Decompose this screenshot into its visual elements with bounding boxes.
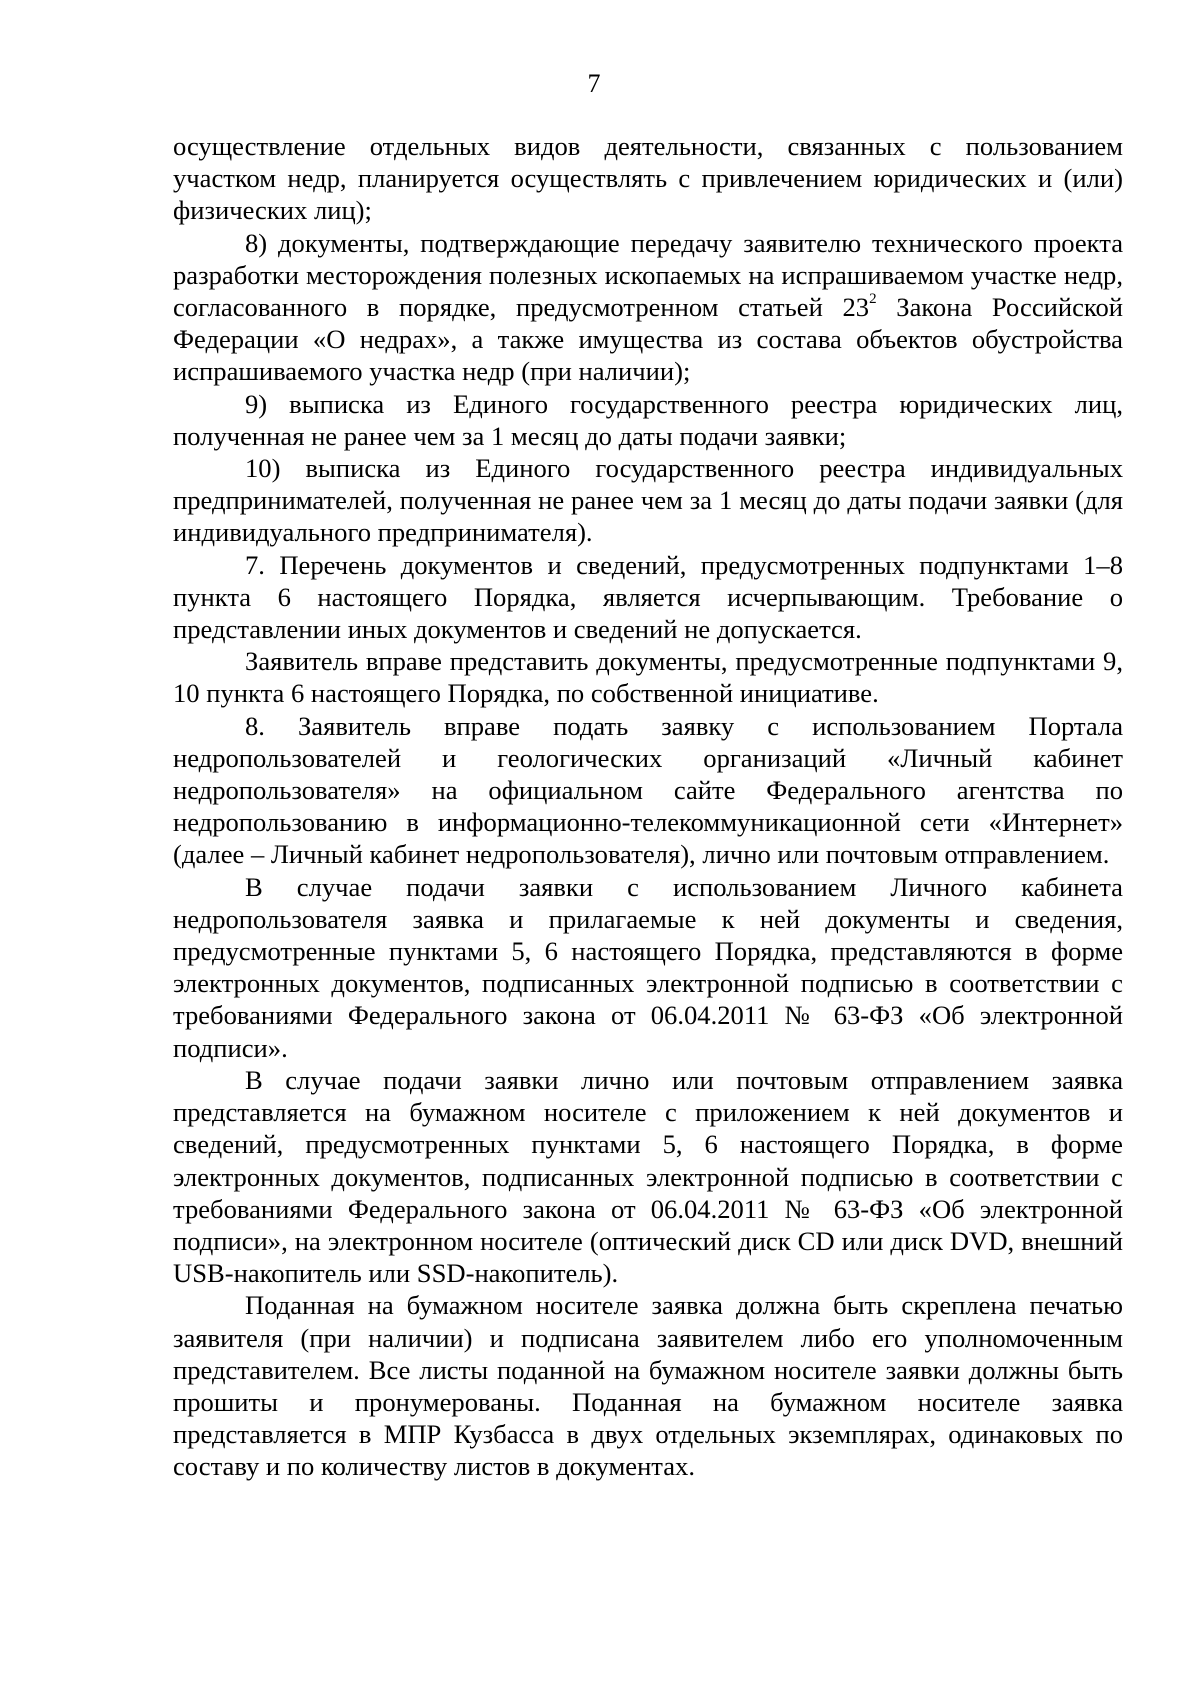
paragraph-item-8-documents (173, 227, 1123, 388)
paragraph-continuation: осуществление отдельных видов деятельности, связанных с пользованием участком недр, планируется осуществлять с привлечением юридических и (или) физических лиц); (173, 131, 1123, 226)
paragraph-own-initiative: Заявитель вправе представить документы, предусмотренные подпунктами 9, 10 пункта 6 настоящего Порядка, по собственной инициативе. (173, 646, 1123, 709)
paragraph-point-8: 8. Заявитель вправе подать заявку с использованием Портала недропользователей и геологических организаций «Личный кабинет недропользователя» на официальном сайте Федерального агентства по недропользованию в информационно-телекоммуникационной сети «Интернет» (далее – Личный кабинет недропользователя), лично или почтовым отправлением. (173, 710, 1123, 870)
paragraph-item-9-egrul: 9) выписка из Единого государственного реестра юридических лиц, полученная не ранее чем за 1 месяц до даты подачи заявки; (173, 388, 1123, 451)
paragraph-point-7: 7. Перечень документов и сведений, предусмотренных подпунктами 1–8 пункта 6 настоящего Порядка, является исчерпывающим. Требование о представлении иных документов и сведений не допускается. (173, 549, 1123, 645)
item-8-text-start: 8) документы, подтверждающие передачу заявителю технического проекта разработки месторождения полезных ископаемых на испрашиваемом участке недр, согласованного в порядке, предусмотренном статьей 23 (173, 227, 1123, 323)
paragraph-electronic-submission: В случае подачи заявки с использованием Личного кабинета недропользователя заявка и прилагаемые к ней документы и сведения, предусмотренные пунктами 5, 6 настоящего Порядка, представляются в форме электронных документов, подписанных электронной подписью в соответствии с требованиями Федерального закона от 06.04.2011 № 63-ФЗ «Об электронной подписи». (173, 871, 1123, 1063)
page-number: 7 (587, 69, 601, 98)
paragraph-paper-requirements: Поданная на бумажном носителе заявка должна быть скреплена печатью заявителя (при наличии) и подписана заявителем либо его уполномоченным представителем. Все листы поданной на бумажном носителе заявки должны быть прошиты и пронумерованы. Поданная на бумажном носителе заявка представляется в МПР Кузбасса в двух отдельных экземплярах, одинаковых по составу и по количеству листов в документах. (173, 1290, 1123, 1482)
article-superscript: 2 (869, 291, 877, 308)
item-8-text-end: Закона Российской Федерации «О недрах», а также имущества из состава объектов обустройства испрашиваемого участка недр (при наличии); (173, 292, 1123, 387)
paragraph-paper-submission: В случае подачи заявки лично или почтовым отправлением заявка представляется на бумажном носителе с приложением к ней документов и сведений, предусмотренных пунктами 5, 6 настоящего Порядка, в форме электронных документов, подписанных электронной подписью в соответствии с требованиями Федерального закона от 06.04.2011 № 63-ФЗ «Об электронной подписи», на электронном носителе (оптический диск CD или диск DVD, внешний USB-накопитель или SSD-накопитель). (173, 1064, 1123, 1289)
paragraph-item-10-egrip: 10) выписка из Единого государственного реестра индивидуальных предпринимателей, полученная не ранее чем за 1 месяц до даты подачи заявки (для индивидуального предпринимателя). (173, 453, 1123, 548)
document-body (173, 130, 1123, 1483)
